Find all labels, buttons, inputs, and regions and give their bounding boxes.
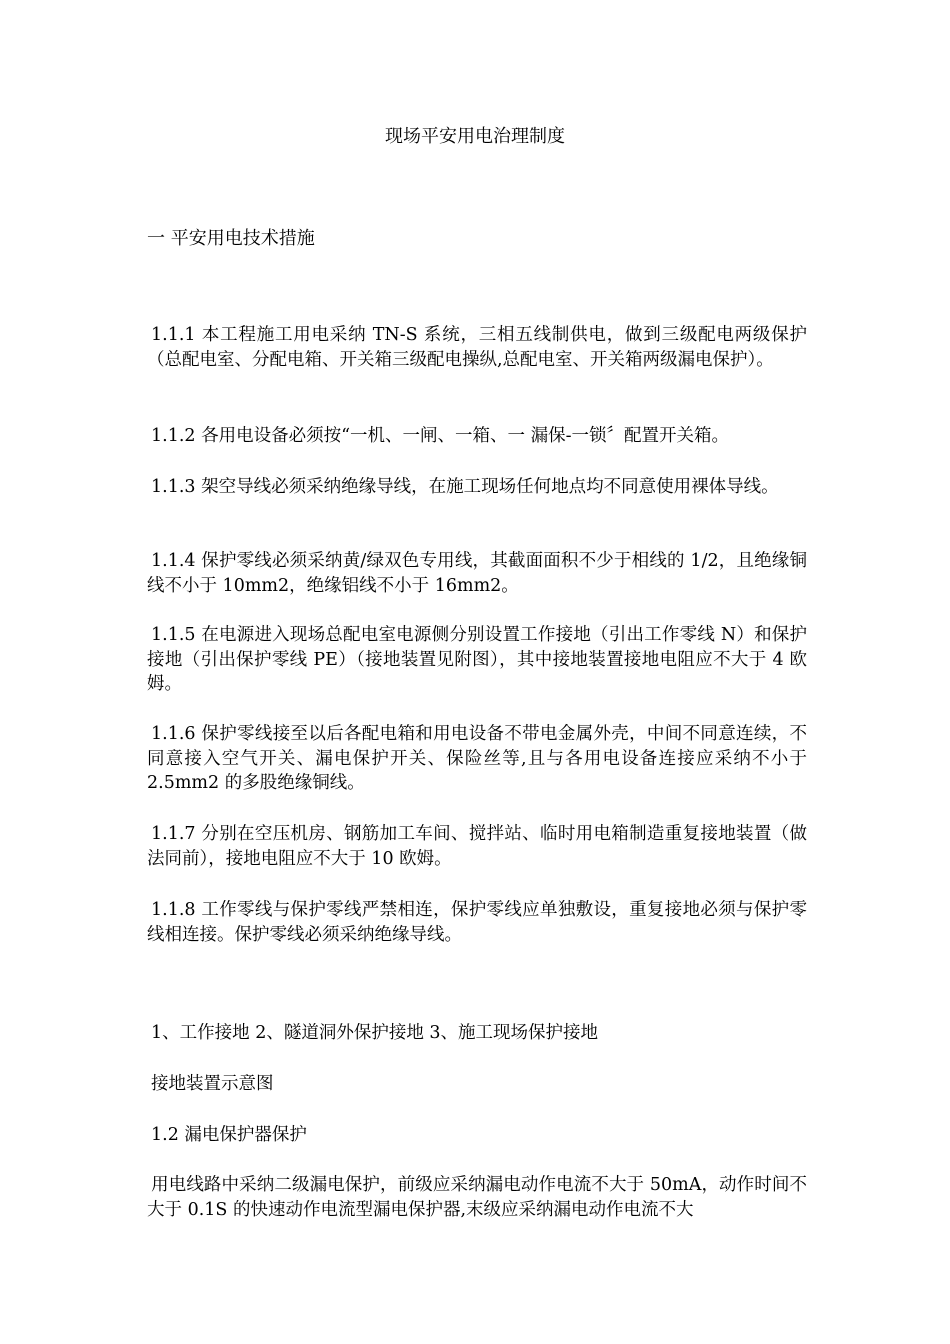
paragraph-1-1-2: 1.1.2 各用电设备必须按“一机、一闸、一箱、一 漏保-一锁〞配置开关箱。 — [151, 426, 730, 446]
section-heading: 一 平安用电技术措施 — [147, 228, 315, 249]
paragraph-1-1-6: 1.1.6 保护零线接至以后各配电箱和用电设备不带电金属外壳，中间不同意连续，不同意接入空气开关、漏电保护开关、保险丝等,且与各用电设备连接应采纳不小于 2.5mm2 的多股绝缘铜线。 — [147, 724, 807, 793]
paragraph-1-1-5: 1.1.5 在电源进入现场总配电室电源侧分别设置工作接地（引出工作零线 N）和保护接地（引出保护零线 PE）（接地装置见附图），其中接地装置接地电阻应不大于 4 欧姆。 — [147, 625, 807, 694]
paragraph-1-1-4: 1.1.4 保护零线必须采纳黄/绿双色专用线，其截面面积不少于相线的 1/2，且绝缘铜线不小于 10mm2，绝缘铝线不小于 16mm2。 — [147, 551, 807, 596]
paragraph-1-1-3: 1.1.3 架空导线必须采纳绝缘导线，在施工现场任何地点均不同意使用裸体导线。 — [151, 477, 779, 497]
grounding-legend: 1、工作接地 2、隧道洞外保护接地 3、施工现场保护接地 — [151, 1023, 599, 1043]
paragraph-1-1-1: 1.1.1 本工程施工用电采纳 TN-S 系统，三相五线制供电，做到三级配电两级保护（总配电室、分配电箱、开关箱三级配电操纵,总配电室、开关箱两级漏电保护）。 — [147, 325, 807, 370]
subsection-heading-1-2: 1.2 漏电保护器保护 — [151, 1125, 307, 1145]
document-title: 现场平安用电治理制度 — [385, 126, 565, 147]
figure-caption: 接地装置示意图 — [151, 1074, 274, 1094]
paragraph-1-1-7: 1.1.7 分别在空压机房、钢筋加工车间、搅拌站、临时用电箱制造重复接地装置（做法同前），接地电阻应不大于 10 欧姆。 — [147, 824, 807, 869]
paragraph-1-1-8: 1.1.8 工作零线与保护零线严禁相连，保护零线应单独敷设，重复接地必须与保护零线相连接。保护零线必须采纳绝缘导线。 — [147, 900, 807, 945]
paragraph-1-2-body: 用电线路中采纳二级漏电保护，前级应采纳漏电动作电流不大于 50mA，动作时间不大于 0.1S 的快速动作电流型漏电保护器,末级应采纳漏电动作电流不大 — [147, 1175, 807, 1220]
